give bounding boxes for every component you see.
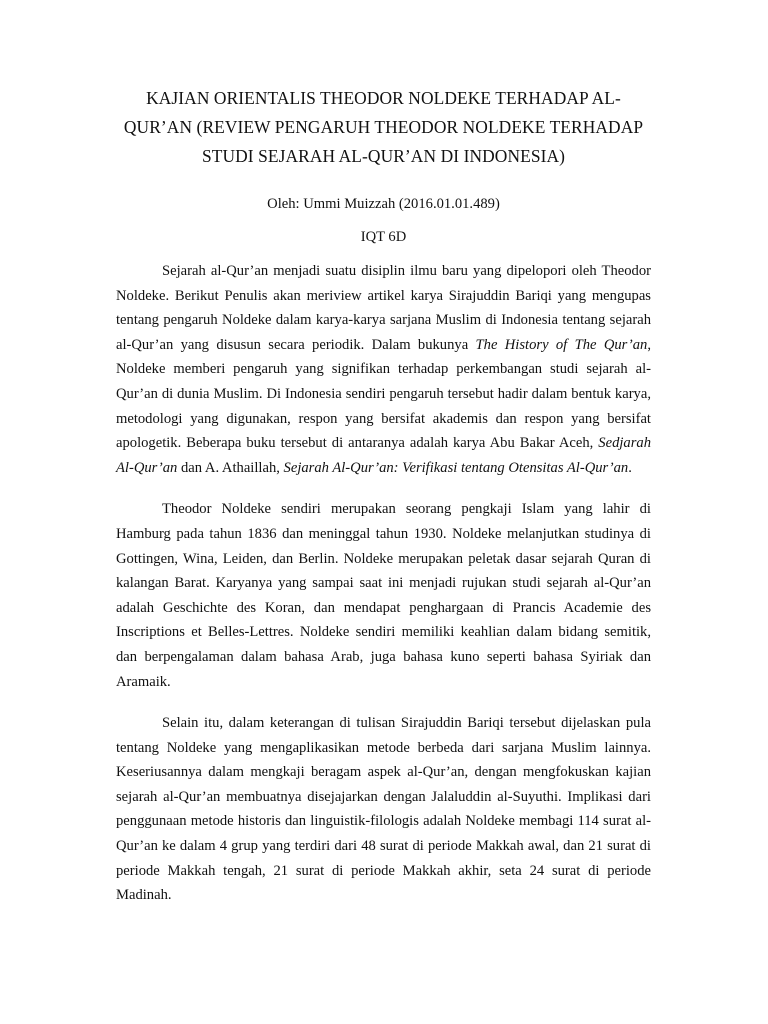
author-line: Oleh: Ummi Muizzah (2016.01.01.489) [267, 196, 500, 212]
book-title-history-of-quran: The History of The Qur’an [475, 336, 648, 353]
document-title: KAJIAN ORIENTALIS THEODOR NOLDEKE TERHADAP AL-QUR’AN (REVIEW PENGARUH THEODOR NOLDEKE TERHADAP STUDI SEJARAH AL-QUR’AN DI INDONESIA) [123, 88, 644, 166]
paragraph-1-text-a: Sejarah al-Qur’an menjadi suatu disiplin ilmu baru yang dipelopori oleh Theodor Noldeke. Berikut Penulis akan meriview artikel karya Sirajuddin Bariqi yang mengupas tentang pengaruh Noldeke dalam karya-karya sarjana Muslim di Indonesia tentang sejarah al-Qur’an yang disusun secara periodik. Dalam bukunya [116, 263, 651, 353]
book-title-sedjarah-al-quran: Sedjarah Al-Qur’an [116, 435, 651, 476]
book-title-sejarah-al-quran-verifikasi: Sejarah Al-Qur’an: Verifikasi tentang Otensitas Al-Qur’an [283, 459, 629, 476]
paragraph-1-text-c: dan A. Athaillah, [177, 459, 284, 476]
document-page [116, 84, 651, 908]
paragraph-1-text-b: , Noldeke memberi pengaruh yang signifikan terhadap perkembangan studi sejarah al-Qur’an di dunia Muslim. Di Indonesia sendiri pengaruh tersebut hadir dalam bentuk karya, metodologi yang digunakan, respon yang bersifat akademis dan respon yang bersifat apologetik. Beberapa buku tersebut di antaranya adalah karya Abu Bakar Aceh, [116, 336, 651, 452]
paragraph-1-text-d: . [628, 459, 632, 476]
paragraph-2: Theodor Noldeke sendiri merupakan seorang pengkaji Islam yang lahir di Hamburg pada tahun 1836 dan meninggal tahun 1930. Noldeke melanjutkan studinya di Gottingen, Wina, Leiden, dan Berlin. Noldeke merupakan peletak dasar sejarah Quran di kalangan Barat. Karyanya yang sampai saat ini menjadi rujukan studi sejarah al-Qur’an adalah Geschichte des Koran, dan mendapat penghargaan di Prancis Academie des Inscriptions et Belles-Lettres. Noldeke sendiri memiliki keahlian dalam bidang semitik, dan berpengalaman dalam bahasa Arab, juga bahasa kuno seperti bahasa Syiriak dan Aramaik. [116, 501, 651, 690]
paragraph-1 [116, 259, 651, 480]
paragraph-3: Selain itu, dalam keterangan di tulisan Sirajuddin Bariqi tersebut dijelaskan pula tentang Noldeke yang mengaplikasikan metode berbeda dari sarjana Muslim lainnya. Keseriusannya dalam mengkaji beragam aspek al-Qur’an, dengan mengfokuskan kajian sejarah al-Qur’an membuatnya disejajarkan dengan Jalaluddin al-Suyuthi. Implikasi dari penggunaan metode historis dan linguistik-filologis adalah Noldeke membagi 114 surat al-Qur’an ke dalam 4 grup yang terdiri dari 48 surat di periode Makkah awal, dan 21 surat di periode Makkah tengah, 21 surat di periode Makkah akhir, seta 24 surat di periode Madinah. [116, 715, 651, 904]
class-line: IQT 6D [360, 229, 407, 245]
